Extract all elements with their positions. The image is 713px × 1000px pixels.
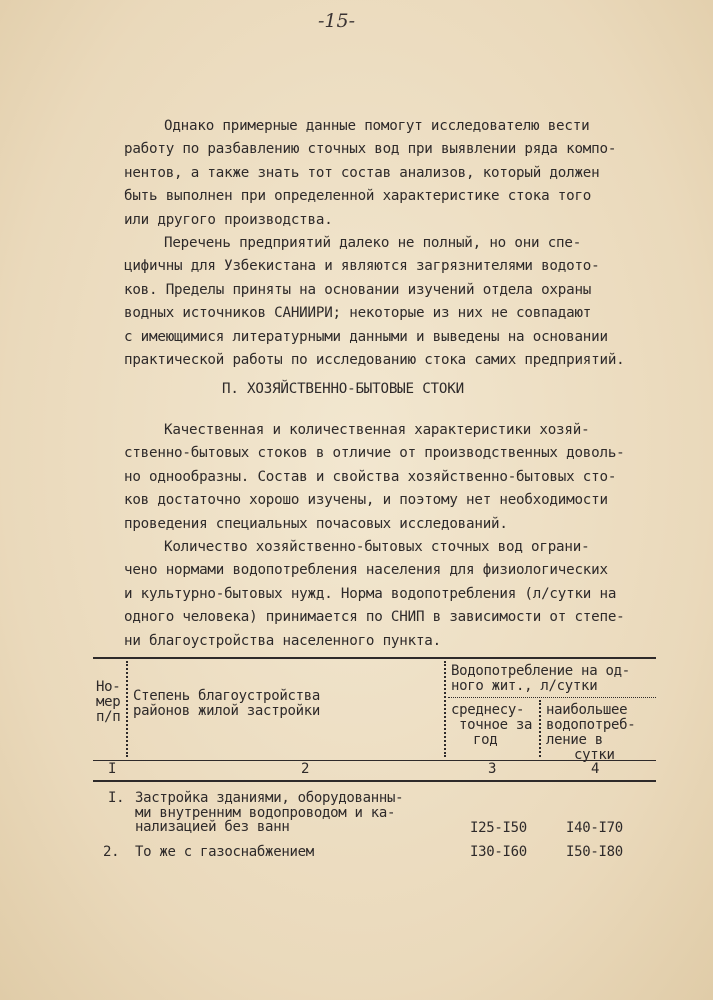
text-line: работу по разбавлению сточных вод при выявлении ряда компо- (124, 141, 617, 158)
header-line: наибольшее (546, 702, 628, 718)
text-line: ков. Пределы приняты на основании изучений отдела охраны (124, 281, 592, 298)
row-desc-line: ми внутренним водопроводом и ка- (135, 804, 396, 821)
row-description (135, 791, 403, 835)
header-line: среднесу- (451, 702, 525, 718)
col-header-max (546, 703, 635, 763)
header-line: Но- (96, 679, 121, 695)
text-line: проведения специальных почасовых исследований. (124, 515, 508, 532)
col-header-degree (133, 689, 320, 719)
paragraph-1 (124, 115, 664, 232)
row-max: I40-I70 (566, 820, 623, 836)
row-average: I30-I60 (470, 844, 527, 860)
group-sub-rule (448, 697, 656, 698)
text-line: одного человека) принимается по СНИП в зависимости от степе- (124, 609, 625, 626)
header-line: ного жит., л/сутки (451, 678, 598, 694)
header-line: год (473, 732, 498, 748)
paragraph-3 (124, 419, 664, 536)
text-line: Количество хозяйственно-бытовых сточных вод ограни- (164, 539, 590, 555)
header-line: Водопотребление на од- (451, 663, 630, 679)
table-divider (539, 700, 541, 757)
table-divider (126, 661, 128, 757)
text-line: ственно-бытовых стоков в отличие от производственных доволь- (124, 445, 625, 462)
text-line: чено нормами водопотребления населения для физиологических (124, 562, 608, 579)
col-header-number (96, 680, 126, 725)
row-max: I50-I80 (566, 844, 623, 860)
text-line: ков достаточно хорошо изучены, и поэтому нет необходимости (124, 492, 608, 509)
text-line: с имеющимися литературными данными и выведены на основании (124, 328, 608, 345)
text-line: ни благоустройства населенного пункта. (124, 632, 441, 649)
header-line: ление в (546, 732, 603, 748)
paragraph-2 (124, 232, 664, 372)
text-line: Качественная и количественная характеристики хозяй- (164, 422, 590, 438)
row-average: I25-I50 (470, 820, 527, 836)
col-number-label: 2 (301, 761, 310, 777)
page-number: -15- (318, 10, 356, 32)
col-header-average (451, 703, 532, 748)
group-header-consumption (451, 664, 630, 694)
header-line: мер (96, 694, 121, 710)
text-line: нентов, а также знать тот состав анализов, который должен (124, 164, 600, 181)
section-heading: П. ХОЗЯЙСТВЕННО-БЫТОВЫЕ СТОКИ (222, 381, 464, 397)
header-line: п/п (96, 709, 121, 725)
header-line: точное за (459, 717, 533, 733)
numbers-bottom-rule (93, 780, 656, 782)
row-number: 2. (103, 844, 120, 860)
header-line: сутки (574, 747, 615, 763)
row-desc-line: нализацией без ванн (135, 819, 290, 835)
header-line: районов жилой застройки (133, 703, 320, 719)
col-number-label: I (108, 761, 117, 777)
text-line: или другого производства. (124, 211, 333, 228)
header-line: Степень благоустройства (133, 688, 320, 704)
text-line: быть выполнен при определенной характеристике стока того (124, 188, 592, 205)
text-line: Однако примерные данные помогут исследователю вести (164, 118, 590, 134)
text-line: практической работы по исследованию стока самих предприятий. (124, 352, 625, 369)
header-line: водопотреб- (546, 717, 636, 733)
table-divider (444, 661, 446, 757)
row-description (135, 845, 314, 860)
header-bottom-rule (93, 760, 656, 761)
row-desc-line: То же с газоснабжением (135, 844, 314, 860)
text-line: и культурно-бытовых нужд. Норма водопотребления (л/сутки на (124, 585, 617, 602)
col-number-label: 4 (591, 761, 600, 777)
row-number: I. (108, 790, 125, 806)
text-line: водных источников САНИИРИ; некоторые из них не совпадают (124, 305, 592, 322)
row-desc-line: Застройка зданиями, оборудованны- (135, 790, 404, 806)
text-line: Перечень предприятий далеко не полный, но они спе- (164, 235, 582, 251)
col-number-label: 3 (488, 761, 497, 777)
table-top-rule (93, 657, 656, 659)
text-line: но однообразны. Состав и свойства хозяйственно-бытовых сто- (124, 468, 617, 485)
paragraph-4 (124, 536, 664, 653)
text-line: цифичны для Узбекистана и являются загрязнителями водото- (124, 258, 600, 275)
